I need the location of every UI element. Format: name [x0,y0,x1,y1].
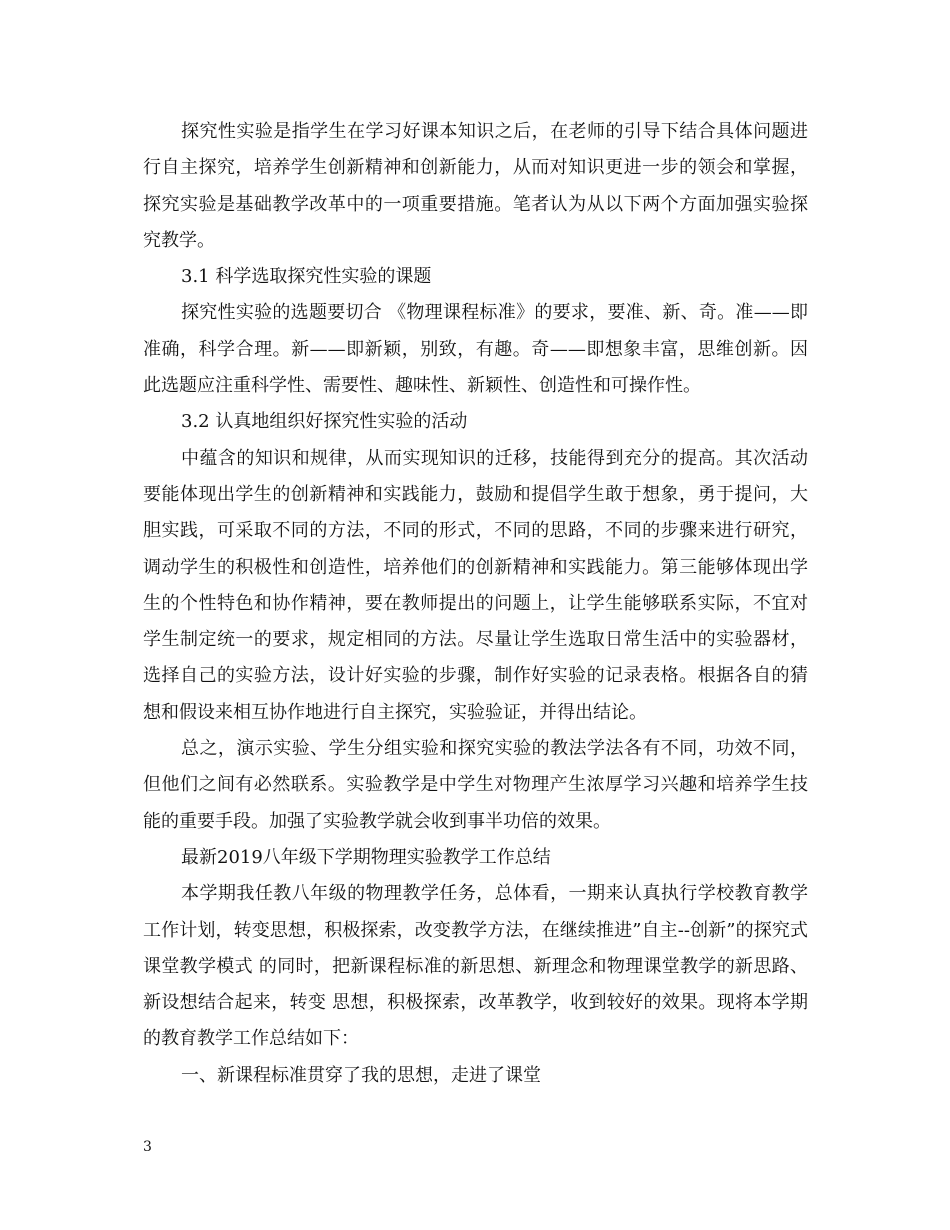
paragraph-conclusion: 总之，演示实验、学生分组实验和探究实验的教法学法各有不同，功效不同，但他们之间有必然联系。实验教学是中学生对物理产生浓厚学习兴趣和培养学生技能的重要手段。加强了实验教学就会收到事半功倍的效果。 [143,738,808,832]
section-heading-3-1: 3.1 科学选取探究性实验的课题 [181,266,432,288]
document-title: 最新2019八年级下学期物理实验教学工作总结 [181,846,551,868]
paragraph-summary-intro: 本学期我任教八年级的物理教学任务，总体看，一期来认真执行学校教育教学工作计划，转变思想，积极探索，改变教学方法，在继续推进”自主--创新”的探究式课堂教学模式 的同时，把新课程标准的新思想、新理念和物理课堂教学的新思路、新设想结合起来，转变 思想，积极探索，改革教学，收到较好的效果。现将本学期的教育教学工作总结如下： [143,883,808,1050]
section-heading-one: 一、新课程标准贯穿了我的思想，走进了课堂 [181,1064,541,1086]
paragraph-activity-organization: 中蕴含的知识和规律，从而实现知识的迁移，技能得到充分的提高。其次活动要能体现出学生的创新精神和实践能力，鼓励和提倡学生敢于想象，勇于提问，大胆实践，可采取不同的方法，不同的形式，不同的思路，不同的步骤来进行研究，调动学生的积极性和创造性，培养他们的创新精神和实践能力。第三能够体现出学生的个性特色和协作精神，要在教师提出的问题上，让学生能够联系实际，不宜对学生制定统一的要求，规定相同的方法。尽量让学生选取日常生活中的实验器材，选择自己的实验方法，设计好实验的步骤，制作好实验的记录表格。根据各自的猜想和假设来相互协作地进行自主探究，实验验证，并得出结论。 [143,447,808,723]
paragraph-intro: 探究性实验是指学生在学习好课本知识之后，在老师的引导下结合具体问题进行自主探究，培养学生创新精神和创新能力，从而对知识更进一步的领会和掌握，探究实验是基础教学改革中的一项重要措施。笔者认为从以下两个方面加强实验探究教学。 [143,121,808,251]
section-heading-3-2: 3.2 认真地组织好探究性实验的活动 [181,411,468,433]
paragraph-topic-selection: 探究性实验的选题要切合 《物理课程标准》的要求，要准、新、奇。准——即准确，科学合理。新——即新颖，别致，有趣。奇——即想象丰富，思维创新。因此选题应注重科学性、需要性、趣味性、新颖性、创造性和可操作性。 [143,302,808,397]
document-body [143,114,808,1094]
page-number: 3 [143,1139,152,1155]
